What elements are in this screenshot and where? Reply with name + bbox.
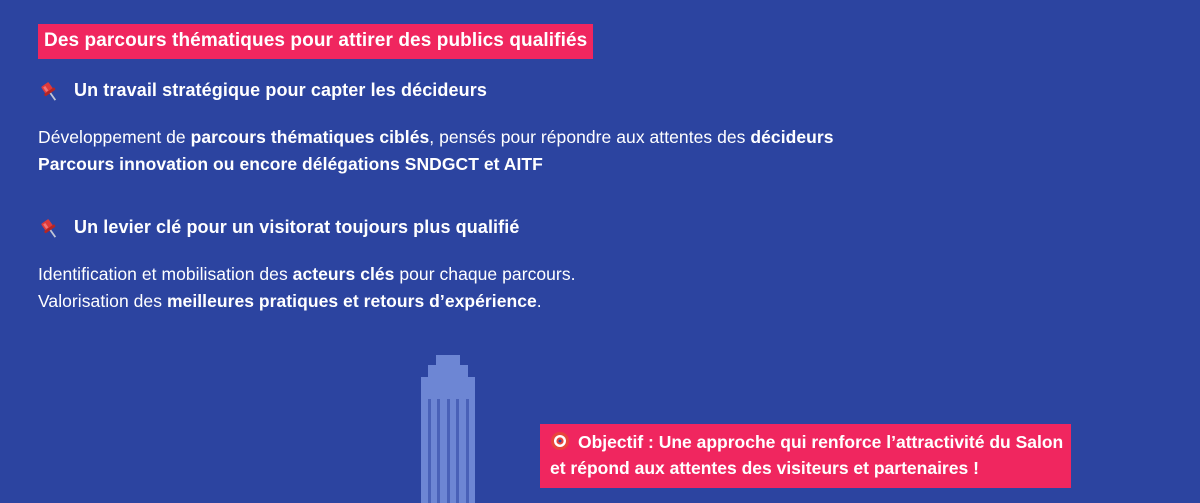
objective-line-2: et répond aux attentes des visiteurs et partenaires ! <box>550 458 979 479</box>
section-heading-row <box>38 215 576 241</box>
body-text-line2: Parcours innovation ou encore délégations SNDGCT et AITF <box>38 154 543 175</box>
objective-banner <box>540 424 1071 488</box>
objective-line-1: Objectif : Une approche qui renforce l’attractivité du Salon <box>578 432 1064 452</box>
body-text-bold: décideurs <box>750 127 834 147</box>
section-body <box>38 261 576 315</box>
body-text-part: pour chaque parcours. <box>394 264 576 284</box>
body-text-bold: parcours thématiques ciblés <box>190 127 430 147</box>
body-text-part: Développement de <box>38 127 191 147</box>
building-illustration <box>418 355 478 503</box>
section-heading-row <box>38 78 834 104</box>
body-text-part: , pensés pour répondre aux attentes des <box>429 127 751 147</box>
body-text-part: Valorisation des <box>38 291 167 312</box>
section-strategy <box>38 78 834 178</box>
pushpin-icon <box>38 215 64 241</box>
target-icon <box>550 431 570 451</box>
pushpin-icon <box>38 78 64 104</box>
body-text-bold: meilleures pratiques et retours d’expérience <box>166 291 537 312</box>
section-body <box>38 124 834 178</box>
body-text-bold: acteurs clés <box>292 264 395 284</box>
building-upper-block <box>428 365 468 377</box>
body-text-part: . <box>536 291 542 312</box>
body-text-part: Identification et mobilisation des <box>38 264 293 284</box>
page-title: Des parcours thématiques pour attirer des publics qualifiés <box>38 24 593 59</box>
page-title-wrapper <box>38 24 593 59</box>
building-window-stripes <box>421 399 475 503</box>
section-heading: Un levier clé pour un visitorat toujours plus qualifié <box>74 217 520 238</box>
objective-line-1-row <box>550 428 1063 455</box>
building-top-block <box>436 355 460 365</box>
section-heading: Un travail stratégique pour capter les décideurs <box>74 80 487 101</box>
section-leverage <box>38 215 576 315</box>
